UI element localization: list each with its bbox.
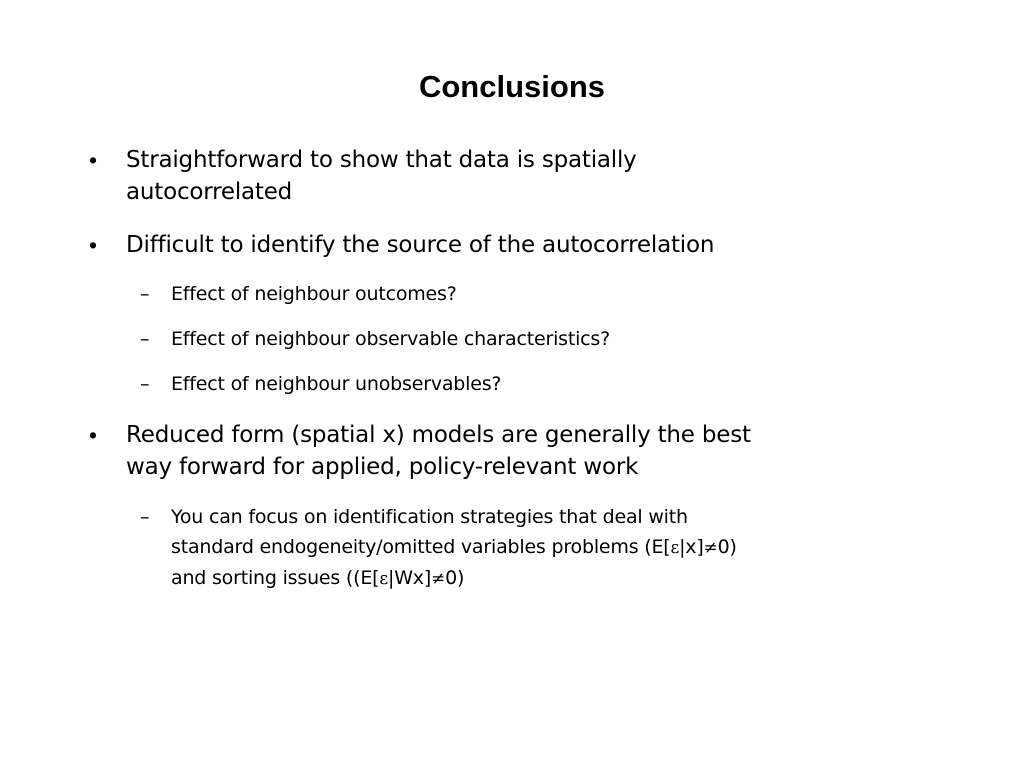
bullet-text-line: Reduced form (spatial x) models are generally the best bbox=[126, 422, 751, 448]
bullet-text-line: way forward for applied, policy-relevant work bbox=[126, 454, 639, 480]
text-span: |Wx] bbox=[388, 567, 432, 589]
sub-item bbox=[140, 324, 941, 354]
epsilon-symbol: ε bbox=[670, 538, 680, 558]
bullet-item-1 bbox=[89, 144, 926, 208]
sub-item-text: Effect of neighbour outcomes? bbox=[171, 283, 457, 305]
slide-title: Conclusions bbox=[418, 69, 605, 104]
sub-item-text-line: You can focus on identification strategies that deal with bbox=[171, 506, 688, 528]
sub-item bbox=[140, 279, 941, 309]
dash-icon: – bbox=[140, 373, 150, 395]
sub-item-text: Effect of neighbour unobservables? bbox=[171, 373, 502, 395]
not-equal-symbol: ≠ bbox=[703, 538, 718, 558]
sub-item bbox=[140, 369, 941, 399]
bullet-text-line: autocorrelated bbox=[126, 179, 293, 205]
text-span: 0) bbox=[445, 567, 465, 589]
bullet-text-line: Difficult to identify the source of the autocorrelation bbox=[126, 232, 715, 258]
bullet-item-3 bbox=[89, 419, 926, 483]
bullet-icon: • bbox=[89, 232, 97, 258]
bullet-item-2 bbox=[89, 229, 926, 261]
text-span: |x] bbox=[679, 536, 704, 558]
dash-icon: – bbox=[140, 328, 150, 350]
sub-item-text-line bbox=[171, 532, 941, 563]
text-span: standard endogeneity/omitted variables problems (E[ bbox=[171, 536, 671, 558]
sub-item-text-line bbox=[171, 563, 941, 594]
sub-item-text: Effect of neighbour observable characteristics? bbox=[171, 328, 611, 350]
bullet-text-line: Straightforward to show that data is spatially bbox=[126, 147, 637, 173]
bullet-icon: • bbox=[89, 147, 97, 173]
dash-icon: – bbox=[140, 506, 150, 528]
not-equal-symbol: ≠ bbox=[431, 569, 446, 589]
sub-item bbox=[140, 502, 941, 594]
dash-icon: – bbox=[140, 283, 150, 305]
text-span: and sorting issues ((E[ bbox=[171, 567, 380, 589]
bullet-icon: • bbox=[89, 422, 97, 448]
epsilon-symbol: ε bbox=[379, 569, 388, 589]
text-span: 0) bbox=[717, 536, 737, 558]
